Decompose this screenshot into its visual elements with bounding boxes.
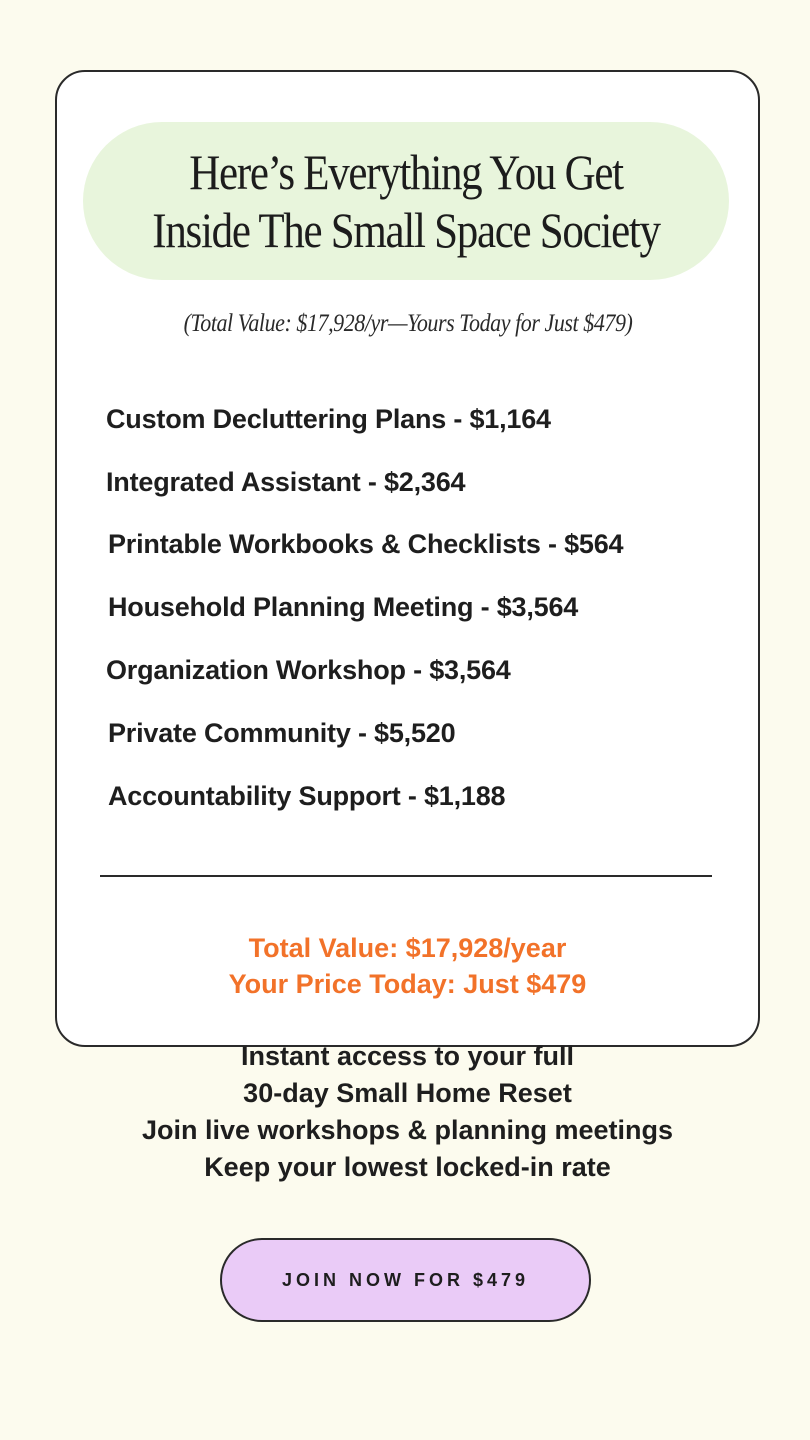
value-subtitle [57, 310, 758, 338]
benefits-list [57, 1038, 758, 1186]
list-item: Household Planning Meeting - $3,564 [108, 592, 579, 622]
value-subtitle-text: (Total Value: $17,928/yr—Yours Today for Just $479) [183, 310, 632, 337]
list-item: Accountability Support - $1,188 [108, 781, 506, 811]
benefit-line: Join live workshops & planning meetings [141, 1115, 674, 1145]
join-now-button-label: JOIN NOW FOR $479 [281, 1269, 530, 1290]
list-item: Printable Workbooks & Checklists - $564 [108, 529, 624, 559]
page-title-line-1: Here’s Everything You Get [189, 144, 623, 200]
page-title-line-2: Inside The Small Space Society [152, 202, 660, 258]
section-divider [100, 875, 712, 877]
title-banner [83, 122, 729, 280]
benefit-line: Keep your lowest locked-in rate [204, 1152, 611, 1182]
total-value-text: Total Value: $17,928/year [248, 933, 567, 963]
join-now-button[interactable] [220, 1238, 591, 1322]
your-price-text: Your Price Today: Just $479 [228, 969, 587, 999]
offer-card [55, 70, 760, 1290]
list-item: Private Community - $5,520 [108, 718, 456, 748]
price-summary [57, 930, 758, 1002]
benefit-line: 30-day Small Home Reset [243, 1078, 572, 1108]
benefit-line: Instant access to your full [240, 1041, 575, 1071]
list-item: Integrated Assistant - $2,364 [106, 467, 466, 497]
list-item: Custom Decluttering Plans - $1,164 [106, 404, 551, 434]
list-item: Organization Workshop - $3,564 [106, 655, 511, 685]
